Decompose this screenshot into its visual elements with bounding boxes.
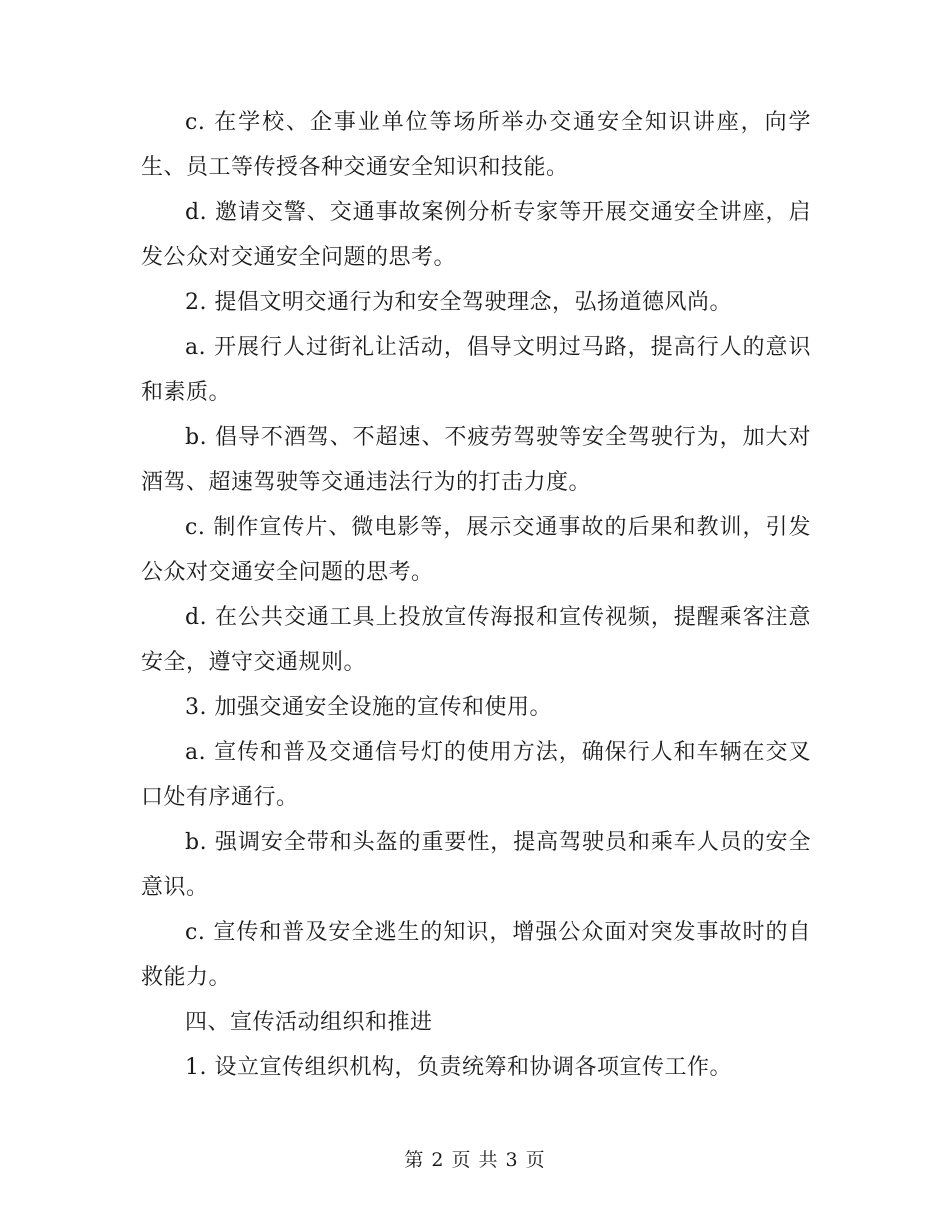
paragraph-item-a-pedestrian: a. 开展行人过街礼让活动，倡导文明过马路，提高行人的意识和素质。 — [141, 335, 811, 405]
paragraph-item-c-escape: c. 宣传和普及安全逃生的知识，增强公众面对突发事故时的自救能力。 — [141, 920, 811, 990]
paragraph-heading-3: 3. 加强交通安全设施的宣传和使用。 — [185, 695, 552, 720]
paragraph-heading-2: 2. 提倡文明交通行为和安全驾驶理念，弘扬道德风尚。 — [185, 290, 732, 315]
paragraph-item-c-lectures: c. 在学校、企事业单位等场所举办交通安全知识讲座，向学生、员工等传授各种交通安全知识和技能。 — [141, 110, 811, 180]
document-body — [141, 100, 811, 1090]
section-heading-4: 四、宣传活动组织和推进 — [185, 1010, 433, 1035]
paragraph-item-d-public-transit: d. 在公共交通工具上投放宣传海报和宣传视频，提醒乘客注意安全，遵守交通规则。 — [141, 605, 811, 675]
paragraph-item-a-traffic-lights: a. 宣传和普及交通信号灯的使用方法，确保行人和车辆在交叉口处有序通行。 — [141, 740, 811, 810]
paragraph-heading-4-1: 1. 设立宣传组织机构，负责统筹和协调各项宣传工作。 — [185, 1055, 732, 1080]
paragraph-item-b-safe-driving: b. 倡导不酒驾、不超速、不疲劳驾驶等安全驾驶行为，加大对酒驾、超速驾驶等交通违法行为的打击力度。 — [141, 425, 811, 495]
paragraph-item-d-expert-talks: d. 邀请交警、交通事故案例分析专家等开展交通安全讲座，启发公众对交通安全问题的思考。 — [141, 200, 811, 270]
paragraph-item-b-seatbelt-helmet: b. 强调安全带和头盔的重要性，提高驾驶员和乘车人员的安全意识。 — [141, 830, 811, 900]
paragraph-item-c-videos: c. 制作宣传片、微电影等，展示交通事故的后果和教训，引发公众对交通安全问题的思考。 — [141, 515, 811, 585]
page-number-footer: 第 2 页 共 3 页 — [404, 1149, 546, 1171]
